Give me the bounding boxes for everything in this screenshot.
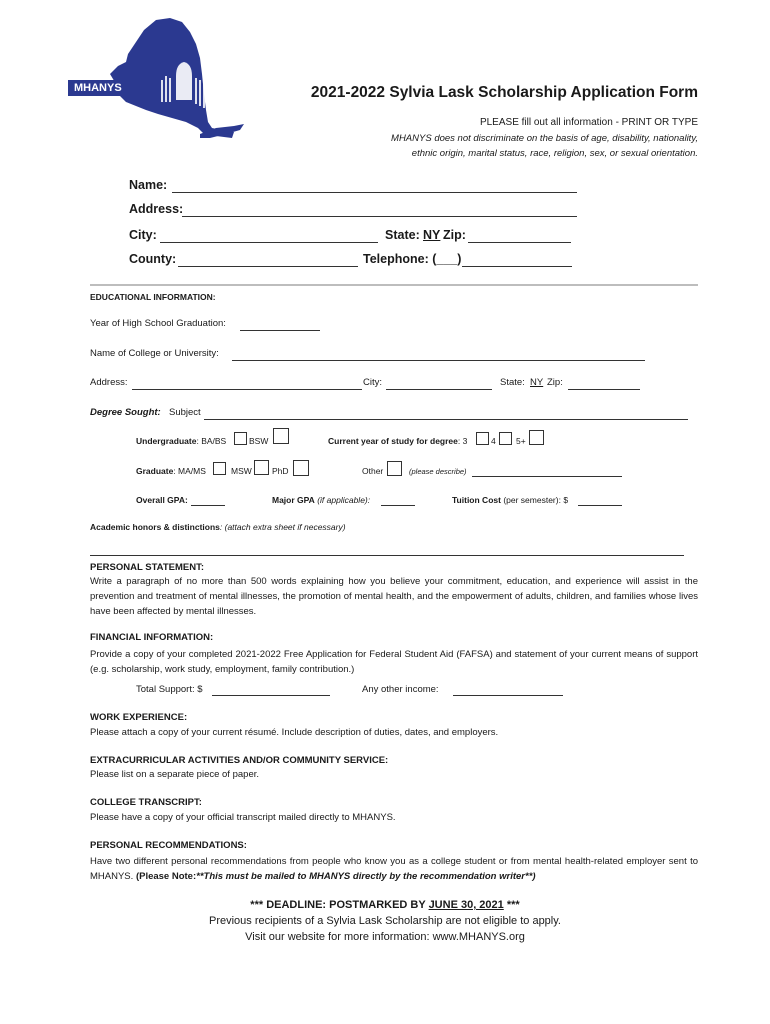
nondiscrimination-line-1: MHANYS does not discriminate on the basis of age, disability, nationality, — [391, 133, 698, 144]
undergrad-label: Undergraduate — [136, 436, 197, 446]
mhanys-logo — [66, 14, 266, 154]
tuition-row — [452, 495, 568, 505]
recommendations-body: Have two different personal recommendations from people who know you as a college student or from mental health-related employer sent to MHANYS. — [90, 856, 698, 882]
recommendations-note-label: (Please Note: — [135, 871, 197, 882]
nondiscrimination-line-2: ethnic origin, marital status, race, religion, sex, or sexual orientation. — [411, 148, 698, 159]
year-opt-5plus: 5+ — [516, 436, 526, 446]
other-checkbox[interactable] — [387, 461, 402, 476]
state-value: NY — [423, 228, 441, 242]
transcript-body: Please have a copy of your official transcript mailed directly to MHANYS. — [90, 812, 396, 823]
hs-grad-field[interactable] — [240, 330, 320, 331]
year-label: Current year of study for degree — [328, 436, 458, 446]
tuition-field[interactable] — [578, 505, 622, 506]
college-city-label: City: — [363, 377, 382, 388]
college-city-field[interactable] — [386, 389, 492, 390]
address-label: Address: — [129, 202, 184, 216]
education-heading: EDUCATIONAL INFORMATION: — [90, 292, 216, 302]
tuition-hint: (per semester): $ — [503, 495, 569, 505]
zip-field[interactable] — [468, 242, 571, 243]
bsw-checkbox[interactable] — [273, 428, 289, 444]
undergrad-opt-bsw: BSW — [249, 436, 269, 446]
county-label: County: — [129, 252, 177, 266]
extracurricular-heading: EXTRACURRICULAR ACTIVITIES AND/OR COMMUNITY SERVICE: — [90, 755, 389, 766]
section-divider — [90, 284, 698, 286]
honors-row — [90, 522, 346, 532]
other-income-label: Any other income: — [362, 684, 439, 695]
deadline-suffix: *** — [503, 899, 520, 911]
undergrad-row — [136, 436, 226, 446]
work-body: Please attach a copy of your current résumé. Include description of duties, dates, and employers. — [90, 727, 499, 738]
year-4-checkbox[interactable] — [499, 432, 512, 445]
website-note: Visit our website for more information: www.MHANYS.org — [245, 931, 525, 943]
college-zip-field[interactable] — [568, 389, 640, 390]
tuition-label: Tuition Cost — [452, 495, 501, 505]
college-field[interactable] — [232, 360, 645, 361]
honors-label: Academic honors & distinctions — [90, 522, 220, 532]
year-opt-4: 4 — [491, 436, 496, 446]
gpa-field[interactable] — [191, 505, 225, 506]
city-label: City: — [129, 228, 157, 242]
financial-body: Provide a copy of your completed 2021-2022 Free Application for Federal Student Aid (FAFSA) and statement of your current means of support (e.g. scholarship, work study, employment, family contribution.) — [90, 649, 698, 675]
total-support-label: Total Support: $ — [136, 684, 203, 695]
form-title: 2021-2022 Sylvia Lask Scholarship Application Form — [310, 84, 698, 101]
major-gpa-field[interactable] — [381, 505, 415, 506]
personal-statement-heading: PERSONAL STATEMENT: — [90, 562, 205, 573]
eligibility-note: Previous recipients of a Sylvia Lask Scholarship are not eligible to apply. — [209, 915, 561, 927]
total-support-field[interactable] — [212, 695, 330, 696]
year-3-checkbox[interactable] — [476, 432, 489, 445]
grad-opt-msw: MSW — [231, 466, 252, 476]
recommendations-text — [90, 854, 698, 884]
grad-opt-mams: : MA/MS — [173, 466, 206, 476]
college-address-label: Address: — [90, 377, 128, 388]
other-income-field[interactable] — [453, 695, 563, 696]
hs-grad-label: Year of High School Graduation: — [90, 318, 226, 329]
honors-field[interactable] — [90, 555, 684, 556]
major-gpa-hint: (if applicable): — [317, 495, 371, 505]
honors-hint: : (attach extra sheet if necessary) — [219, 522, 346, 532]
city-field[interactable] — [160, 242, 378, 243]
college-address-field[interactable] — [132, 389, 362, 390]
babs-checkbox[interactable] — [234, 432, 247, 445]
work-heading: WORK EXPERIENCE: — [90, 712, 188, 723]
major-gpa-row — [272, 495, 370, 505]
grad-opt-phd: PhD — [272, 466, 289, 476]
phd-checkbox[interactable] — [293, 460, 309, 476]
name-label: Name: — [129, 178, 168, 192]
address-field[interactable] — [182, 216, 577, 217]
recommendations-note-body: **This must be mailed to MHANYS directly by the recommendation writer**) — [196, 871, 536, 882]
recommendations-heading: PERSONAL RECOMMENDATIONS: — [90, 840, 247, 851]
state-label: State: — [385, 228, 420, 242]
subject-label: Subject — [169, 407, 201, 418]
other-label: Other — [362, 466, 384, 476]
name-field[interactable] — [172, 192, 577, 193]
undergrad-opt-babs: : BA/BS — [196, 436, 227, 446]
personal-statement-body: Write a paragraph of no more than 500 words explaining how you believe your commitment, education, and experience will assist in the prevention and treatment of mental illnesses, the promotion of mental health, and the empowerment of adults, children, and families whose lives have been affected by mental illnesses. — [90, 576, 698, 617]
other-hint: (please describe) — [409, 467, 467, 476]
telephone-label: Telephone: (___) — [363, 252, 462, 266]
deadline — [0, 899, 770, 911]
telephone-field[interactable] — [462, 266, 572, 267]
extracurricular-body: Please list on a separate piece of paper. — [90, 769, 260, 780]
gpa-label: Overall GPA: — [136, 495, 188, 505]
financial-heading: FINANCIAL INFORMATION: — [90, 632, 214, 643]
logo-text: MHANYS — [74, 82, 122, 94]
county-field[interactable] — [178, 266, 358, 267]
year-row — [328, 436, 467, 446]
msw-checkbox[interactable] — [254, 460, 269, 475]
subject-field[interactable] — [204, 419, 688, 420]
transcript-heading: COLLEGE TRANSCRIPT: — [90, 797, 202, 808]
year-opt-3: : 3 — [457, 436, 468, 446]
college-zip-label: Zip: — [547, 377, 563, 388]
major-gpa-label: Major GPA — [272, 495, 315, 505]
zip-label: Zip: — [443, 228, 466, 242]
deadline-date: JUNE 30, 2021 — [428, 899, 504, 911]
college-label: Name of College or University: — [90, 348, 219, 359]
other-description-field[interactable] — [472, 476, 622, 477]
degree-label: Degree Sought: — [90, 407, 161, 418]
grad-label: Graduate — [136, 466, 174, 476]
college-state-value: NY — [530, 377, 544, 388]
mams-checkbox[interactable] — [213, 462, 226, 475]
year-5plus-checkbox[interactable] — [529, 430, 544, 445]
college-state-label: State: — [500, 377, 525, 388]
grad-row — [136, 466, 206, 476]
deadline-prefix: *** DEADLINE: POSTMARKED BY — [250, 899, 429, 911]
instructions: PLEASE fill out all information - PRINT OR TYPE — [479, 117, 698, 128]
